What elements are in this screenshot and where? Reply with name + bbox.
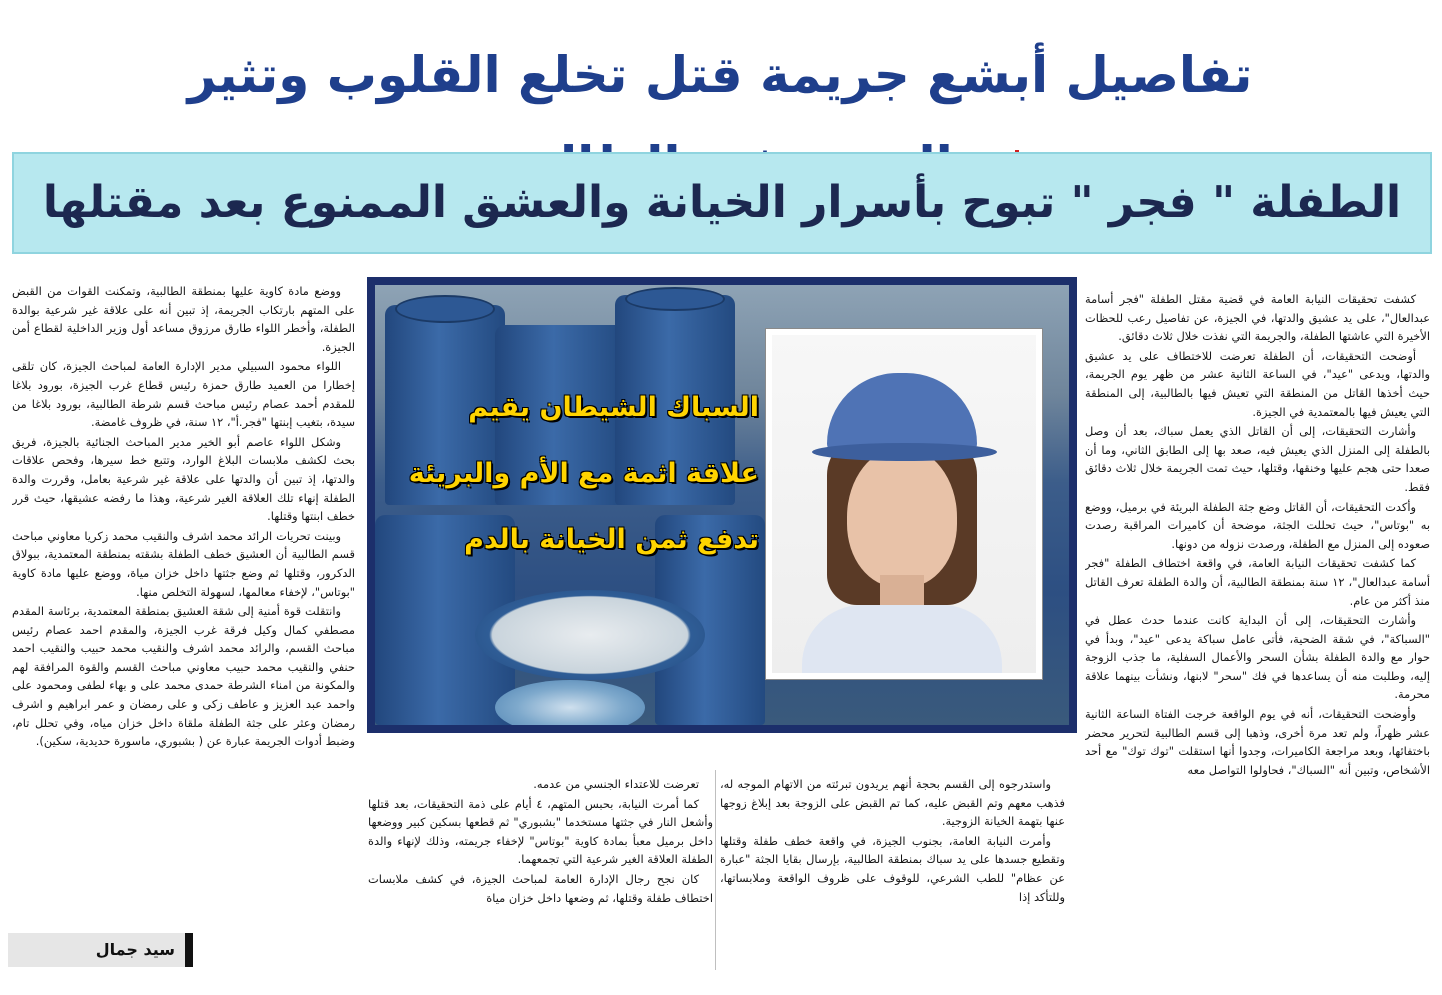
- headline: تفاصيل أبشع جريمة قتل تخلع القلوب وتثير: [187, 46, 1253, 104]
- paragraph: وأمرت النيابة العامة، بجنوب الجيزة، في واقعة خطف طفلة وقتلها وتقطيع جسدها على يد سباك بمنطقة الطالبية، بإرسال بقايا الجثة "عبارة عن عظام" للطب الشرعي، للوقوف على ظروف الواقعة وملابساتها، وللتأكد إذا: [720, 833, 1065, 904]
- overlay-line: تدفع ثمن الخيانة بالدم: [464, 524, 759, 555]
- paragraph: اللواء محمود السبيلي مدير الإدارة العامة لمباحث الجيزة، كان تلقى إخطارا من العميد طارق حمزة رئيس قطاع غرب الجيزة، بورود بلاغا للمقدم أحمد عصام رئيس مباحث قسم شرطة الطالبية، بورود بلاغا من سيدة، بتغيب إبنتها "فجر.أ"، ١٢ سنة، في ظروف غامضة.: [12, 359, 355, 430]
- paragraph: كشفت تحقيقات النيابة العامة في قضية مقتل الطفلة "فجر أسامة عبدالعال"، على يد عشيق والدتها، في الجيزة، عن تفاصيل رعب للحظات الأخيرة التي عاشتها الطفلة، والجريمة التي نفذت خلال ثلاث دقائق.: [1085, 292, 1430, 344]
- paragraph: وبينت تحريات الرائد محمد اشرف والنقيب محمد زكريا معاوني مباحث قسم الطالبية أن العشيق خطف الطفلة بشقته بمنطقة المعتمدية، ببولاق الدكرور، وقتلها ثم وضع جثتها داخل خزان مياة، ووضع عليها مادة كاوية "بوتاس"، لإخفاء معالمها، لسهولة التخلص منها.: [12, 528, 355, 599]
- photo-overlay-text: [389, 390, 759, 588]
- portrait-image: [772, 335, 1036, 673]
- paragraph: أوضحت التحقيقات، أن الطفلة تعرضت للاختطاف على يد عشيق والدتها، ويدعى "عيد"، في الساعة الثانية عشر من ظهر يوم الجريمة، حيث أخذها القاتل من المنطقة التي تعيش فيها بالطالبية، إلى المنطقة التي يعيش فيها بالمعتمدية في الجيزة.: [1085, 348, 1430, 419]
- paragraph: كما كشفت تحقيقات النيابة العامة، في واقعة اختطاف الطفلة "فجر أسامة عبدالعال"، ١٢ سنة بمنطقة الطالبية، أن والدة الطفلة تعرف القاتل منذ أكثر من عام.: [1085, 556, 1430, 608]
- article-column-right: [1085, 290, 1430, 995]
- article-column-left: [12, 282, 355, 932]
- subheadline: الطفلة " فجر " تبوح بأسرار الخيانة والعشق الممنوع بعد مقتلها: [42, 177, 1402, 228]
- paragraph: وأشارت التحقيقات، إلى أن القاتل الذي يعمل سباك، بعد أن وصل بالطفلة إلى المنزل الذي يعيش فيه، صعد بها إلى الطابق الثاني، وما أن صعدا حتى هجم عليها وخنقها، وقتلها، حيث تمت الجريمة خلال ثلاث دقائق فقط.: [1085, 424, 1430, 494]
- barrel-lid-shape: [395, 295, 495, 323]
- colander-shape: [495, 680, 645, 725]
- article-photo: [375, 285, 1069, 725]
- cap-shape: [827, 373, 977, 453]
- paragraph: وأوضحت التحقيقات، أنه في يوم الواقعة خرجت الفتاة الساعة الثانية عشر ظهراً، ولم تعد مرة أخرى، وذهبا إلى قسم الطالبية لتحرير محضر باختفائها، وبعد مراجعة الكاميرات، وجدوا أنها استقلت "توك توك" مع أحد الأشخاص، وتبين أنه "السباك"، فحاولوا التواصل معه: [1085, 707, 1430, 777]
- paragraph: ووضع مادة كاوية عليها بمنطقة الطالبية، وتمكنت القوات من القبض على المتهم بارتكاب الجريمة، إذ تبين أنه على علاقة غير شرعية بوالدة الطفلة، وأخطر اللواء طارق مرزوق مساعد أول وزير الداخلية لقطاع أمن الجيزة.: [12, 284, 355, 354]
- paragraph: وشكل اللواء عاصم أبو الخير مدير المباحث الجنائية بالجيزة، فريق بحث لكشف ملابسات البلاغ الوارد، وتتبع خط سيرها، وفحص علاقات والدتها، إذ تبين أن والدتها على علاقة غير شرعية بعامل، وقررت والدة الطفلة إنهاء تلك العلاقة الغير شرعية، وهذا ما رفضه عشيقها، حيث قرر خطف ابنتها وقتلها.: [12, 434, 355, 524]
- victim-portrait: [765, 328, 1043, 680]
- paragraph: تعرضت للاعتداء الجنسي من عدمه.: [533, 777, 699, 791]
- paragraph: وانتقلت قوة أمنية إلى شقة العشيق بمنطقة المعتمدية، برئاسة المقدم مصطفي كمال وكيل فرقة غرب الجيزة، والمقدم احمد عصام رئيس مباحث القسم، والرائد محمد اشرف والنقيب محمد حبيب والنقيب احمد حنفي والنقيب محمد حبيب معاوني مباحث القسم والقوة المرافقة لهم والمكونة من امناء الشرطة حمدى محمد على و بهاء لطفى ومحمود على واحمد عبد العزيز و عاطف زكى و على رمضان و عمر ابراهيم و اشرف رمضان وعثر على جثة الطفلة ملقاة داخل خزان مياه، وفي تحلل تام، وضبط أدوات الجريمة عبارة عن ( بشبوري، ماسورة حديدية، سكين).: [12, 604, 355, 749]
- shirt-shape: [802, 605, 1002, 673]
- overlay-line: السباك الشيطان يقيم: [468, 392, 759, 423]
- barrel-lid-shape: [625, 287, 725, 311]
- overlay-line: علاقة اثمة مع الأم والبريئة: [408, 458, 759, 489]
- paragraph: كما أمرت النيابة، بحبس المتهم، ٤ أيام على ذمة التحقيقات، بعد قتلها وأشعل النار في جثتها مستخدما "بشبوري" ثم قطعها بسكين كبير ووضعها داخل برميل معبأ بمادة كاوية "بوتاس" لإخفاء جريمته، وذلك لإنهاء والدة الطفلة العلاقة الغير شرعية التي تجمعهما.: [368, 796, 713, 867]
- subheadline-banner: [12, 152, 1432, 254]
- paragraph: وأشارت التحقيقات، إلى أن البداية كانت عندما حدث عطل في "السباكة"، في شقة الضحية، فأتى عامل سباكة يدعى "عيد"، وبدأ في حوار مع والدة الطفلة بشأن السحر والأعمال السفلية، ما جذب الزوجة إليه، وطلبت منه أن يساعدها في فك "سحر" لابنها، ونشأت بينهما علاقة محرمة.: [1085, 613, 1430, 702]
- face-shape: [847, 447, 957, 587]
- cap-brim-shape: [812, 443, 997, 461]
- paragraph: وأكدت التحقيقات، أن القاتل وضع جثة الطفلة البريئة في برميل، ووضع به "بوتاس"، حيث تحللت الجثة، موضحة أن كاميرات المراقبة رصدت صعوده إلى المنزل مع الطفلة، ورصدت نزوله من دونها.: [1085, 499, 1430, 551]
- author-byline: سيد جمال: [8, 933, 193, 967]
- article-photo-frame: [367, 277, 1077, 733]
- article-column-middle-left: [368, 775, 713, 995]
- paragraph: واستدرجوه إلى القسم بحجة أنهم يريدون تبرئته من الاتهام الموجه له، فذهب معهم وتم القبض عليه، كما تم القبض على الزوجة بعد إبلاغ زوجها عنها بتهمة الخيانة الزوجية.: [720, 777, 1065, 829]
- basin-shape: [475, 590, 705, 680]
- paragraph: كان نجح رجال الإدارة العامة لمباحث الجيزة، في كشف ملابسات اختطاف طفلة وقتلها، ثم وضعها داخل خزان مياة: [368, 871, 713, 905]
- article-column-middle-right: [720, 775, 1065, 995]
- column-divider: [715, 770, 716, 970]
